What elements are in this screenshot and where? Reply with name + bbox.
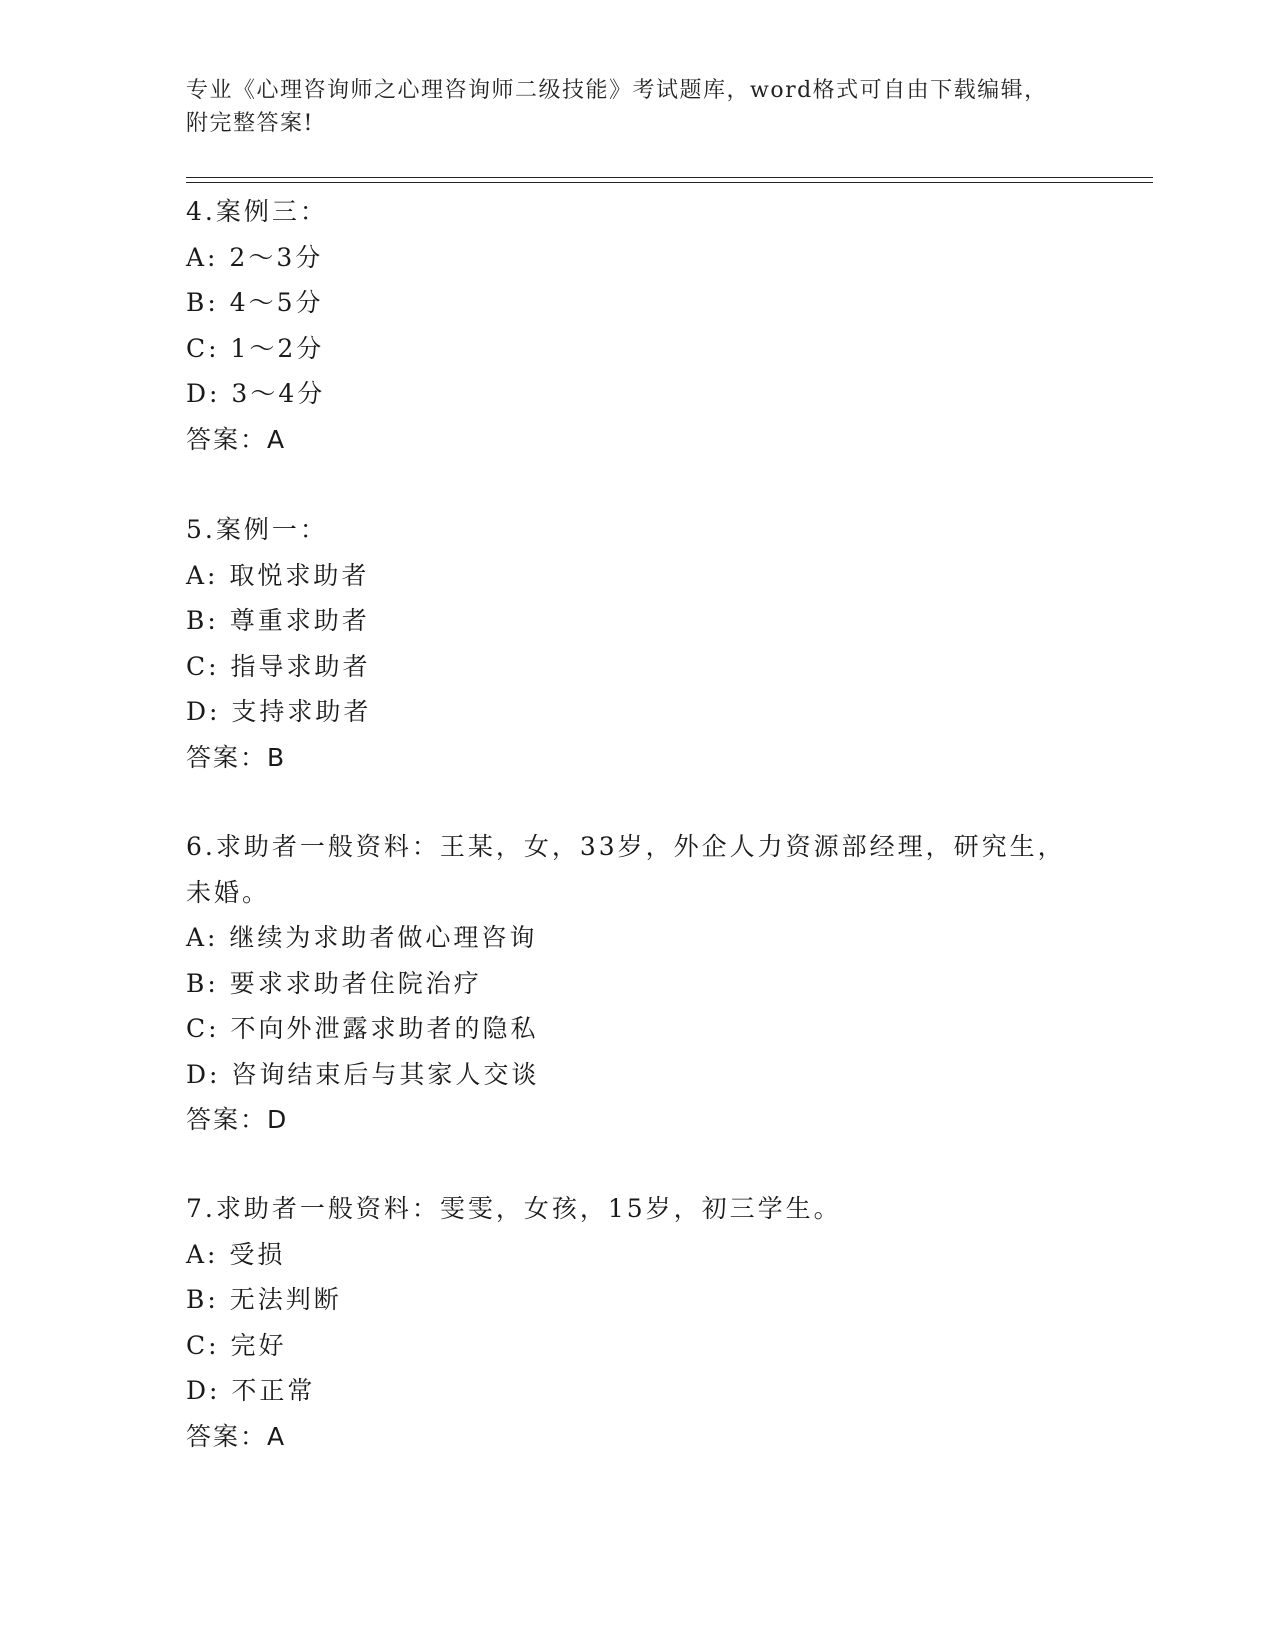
header-divider-top	[186, 177, 1153, 178]
option-a: A: 继续为求助者做心理咨询	[186, 923, 538, 952]
option-d: D: 3～4分	[186, 379, 326, 408]
option-d: D: 咨询结束后与其家人交谈	[186, 1059, 540, 1089]
option-d: D: 不正常	[186, 1376, 316, 1405]
option-c: C: 指导求助者	[186, 651, 371, 681]
document-header: 专业《心理咨询师之心理咨询师二级技能》考试题库，word格式可自由下载编辑，附完整答案!	[186, 78, 1048, 136]
option-a: A: 取悦求助者	[186, 560, 370, 590]
option-c: C: 1～2分	[186, 333, 325, 363]
option-b: B: 4～5分	[186, 288, 324, 317]
question-stem: 4.案例三：	[186, 197, 328, 226]
option-b: B: 无法判断	[186, 1285, 342, 1314]
option-a: A: 受损	[186, 1239, 286, 1269]
option-b: B: 尊重求助者	[186, 606, 370, 635]
question-5	[186, 507, 1086, 780]
question-7	[186, 1186, 1086, 1459]
answer-label: 答案：A	[186, 424, 287, 454]
option-d: D: 支持求助者	[186, 697, 372, 726]
question-stem: 5.案例一：	[186, 515, 328, 544]
option-c: C: 完好	[186, 1330, 287, 1360]
header-divider-bottom	[186, 182, 1153, 183]
question-6	[186, 824, 1086, 1143]
answer-label: 答案：D	[186, 1105, 289, 1134]
question-stem: 7.求助者一般资料：雯雯，女孩，15岁，初三学生。	[186, 1194, 842, 1223]
question-stem: 6.求助者一般资料：王某，女，33岁，外企人力资源部经理，研究生，未婚。	[186, 832, 1066, 907]
option-c: C: 不向外泄露求助者的隐私	[186, 1014, 539, 1043]
answer-label: 答案：B	[186, 742, 287, 772]
question-4	[186, 189, 1086, 462]
option-b: B: 要求求助者住院治疗	[186, 968, 482, 998]
option-a: A: 2～3分	[186, 242, 324, 272]
answer-label: 答案：A	[186, 1421, 287, 1451]
